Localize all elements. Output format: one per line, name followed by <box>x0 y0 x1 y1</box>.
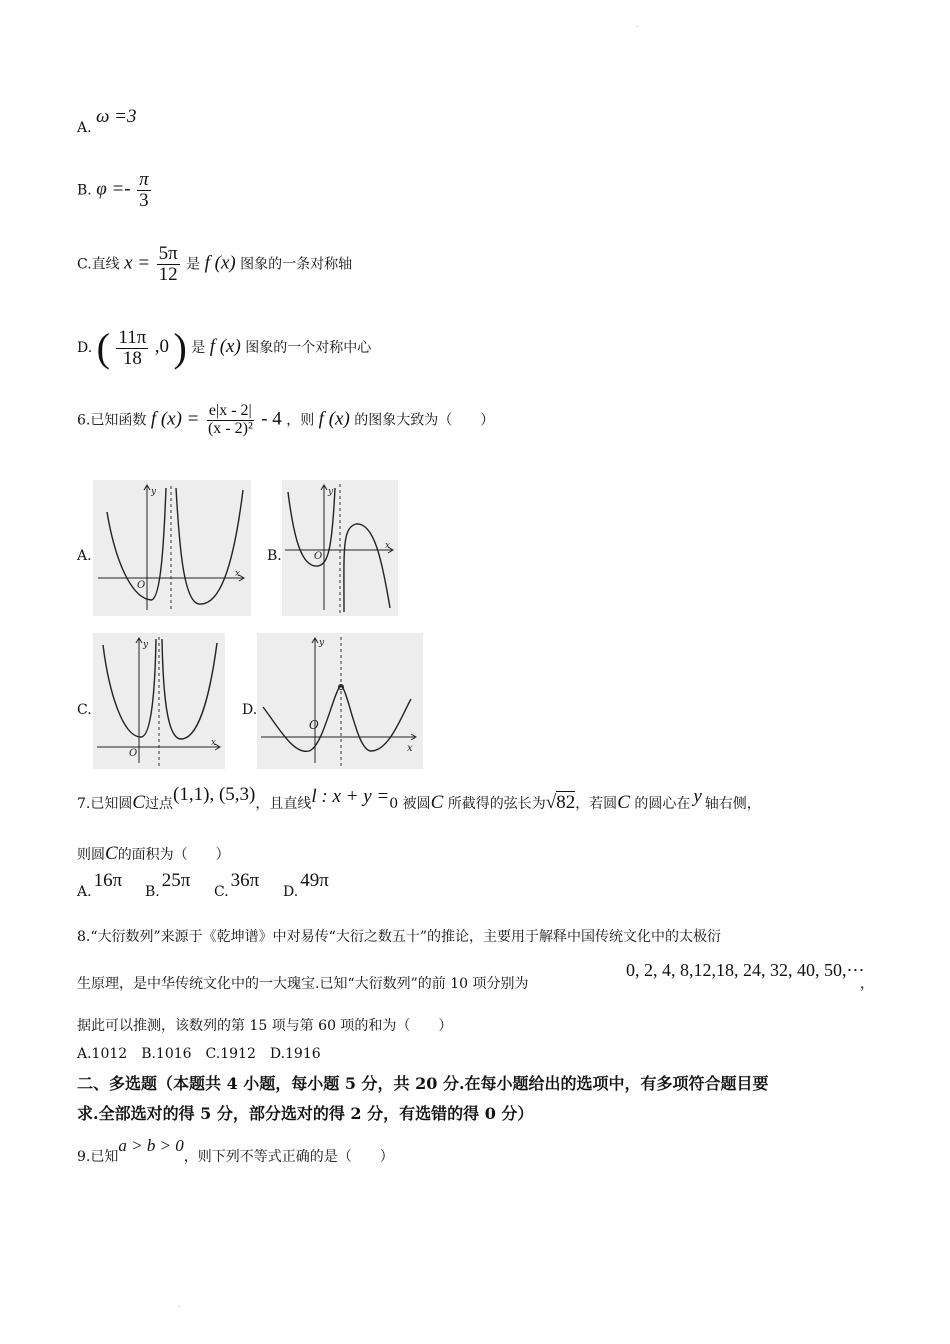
sqrt-sign: √ <box>545 792 557 813</box>
q5-option-a <box>77 106 137 139</box>
graph-d <box>257 633 423 769</box>
origin-label: O <box>314 551 323 562</box>
fraction-denominator: 12 <box>158 263 178 285</box>
fraction <box>206 403 255 438</box>
graph-b <box>282 480 398 616</box>
function-notation: f (x) = <box>150 408 200 430</box>
q5-option-d <box>77 324 371 372</box>
q7-stem-line2 <box>77 843 230 866</box>
option-math: ω =3 <box>96 106 137 127</box>
question-tail: ，则下列不等式正确的是（ ） <box>183 1149 394 1165</box>
option-math: x = <box>124 252 151 274</box>
option-label: D. <box>283 884 299 900</box>
line-equation: l : x + y = <box>311 786 390 807</box>
circle-symbol: C <box>132 792 146 813</box>
q7-option-d <box>283 870 329 900</box>
option-label: B. <box>77 182 92 199</box>
fraction-numerator: π <box>139 169 149 190</box>
option-text: 图象的一条对称轴 <box>240 256 353 273</box>
option-label: D. <box>77 340 93 356</box>
stem-text: 则圆 <box>77 847 105 863</box>
x-axis-label: x <box>407 743 413 754</box>
graph-a-label: A. <box>77 548 92 564</box>
paren-left: ( <box>96 325 110 370</box>
q8-stem-line1: 8.“大衍数列”来源于《乾坤谱》中对易传“大衍之数五十”的推论，主要用于解释中国传统文化中的太极衍 <box>77 929 721 945</box>
question-prefix: 6.已知函数 <box>77 412 147 429</box>
fraction <box>116 328 148 369</box>
q8-sequence: 0, 2, 4, 8,12,18, 24, 32, 40, 50,⋯ <box>626 960 865 980</box>
origin-label: O <box>129 748 138 759</box>
question-prefix: 9.已知 <box>77 1149 119 1165</box>
option-value: 49π <box>300 870 329 891</box>
y-axis-label: y <box>151 487 157 497</box>
fraction-numerator: 5π <box>158 243 178 264</box>
connector-text: 是 <box>186 256 201 273</box>
fraction-numerator: e|x - 2| <box>208 402 252 419</box>
function-notation-2: f (x) <box>318 408 350 430</box>
stem-text: ，若圆 <box>575 796 618 812</box>
q5-option-c <box>77 244 352 285</box>
fraction-numerator: 11π <box>118 326 147 348</box>
x-axis-label: x <box>211 738 217 748</box>
option-text: 图象的一个对称中心 <box>245 340 372 356</box>
fraction-denominator: (x - 2)² <box>207 419 253 437</box>
q6-stem <box>77 403 494 438</box>
option-label: A. <box>77 120 92 136</box>
q8-stem-line2 <box>77 976 528 993</box>
origin-label: O <box>309 718 319 732</box>
q7-option-a <box>77 870 123 900</box>
graph-a <box>93 480 251 616</box>
option-label: C. <box>214 884 229 900</box>
fraction <box>137 170 151 211</box>
option-value: 25π <box>161 870 191 891</box>
point-tail: ,0 <box>154 336 170 357</box>
section-heading-line1: 二、多选题（本题共 4 小题，每小题 5 分，共 20 分.在每小题给出的选项中，有多项符合题目要 <box>77 1074 769 1093</box>
function-notation: f (x) <box>204 252 236 274</box>
stem-text: 的圆心在 <box>634 796 691 812</box>
option-value: 36π <box>230 870 260 891</box>
stem-text: 轴右侧， <box>704 796 761 812</box>
graph-b-label: B. <box>267 548 282 564</box>
origin-label: O <box>137 580 146 591</box>
fraction-denominator: 18 <box>122 347 142 369</box>
graph-c <box>93 633 225 769</box>
question-tail: 的图象大致为（ ） <box>354 412 495 429</box>
x-axis-label: x <box>385 541 391 551</box>
option-math: φ =- <box>96 178 131 200</box>
y-symbol: y <box>693 786 702 807</box>
option-label: A. <box>77 884 92 900</box>
q9-stem <box>77 1136 394 1166</box>
paren-right: ) <box>173 325 187 370</box>
y-axis-label: y <box>143 640 149 650</box>
circle-symbol: C <box>617 792 630 813</box>
q8-options: A.1012 B.1016 C.1912 D.1916 <box>77 1046 321 1062</box>
sqrt-value: 82 <box>556 792 576 813</box>
option-value: 16π <box>93 870 123 891</box>
graph-d-label: D. <box>242 702 258 718</box>
q8-line2-tail: ， <box>860 976 874 992</box>
minus-four: - 4 <box>261 408 282 430</box>
q7-stem-line1 <box>77 784 761 815</box>
stem-text: 所截得的弦长为 <box>447 796 546 812</box>
x-axis-label: x <box>235 569 241 579</box>
circle-symbol: C <box>430 792 444 813</box>
stem-text: 被圆 <box>402 796 431 812</box>
graph-c-label: C. <box>77 702 92 718</box>
stem-text: 过点 <box>145 796 174 812</box>
q5-option-b <box>77 170 153 211</box>
points: (1,1), (5,3) <box>173 784 256 805</box>
connector-text: 是 <box>191 340 206 356</box>
q7-option-c <box>214 870 260 900</box>
section-heading-line2: 求.全部选对的得 5 分，部分选对的得 2 分，有选错的得 0 分） <box>77 1104 534 1123</box>
function-notation: f (x) <box>209 336 241 357</box>
fraction <box>157 244 180 285</box>
fraction-denominator: 3 <box>139 189 149 211</box>
line-equation-zero: 0 <box>389 796 399 812</box>
y-axis-label: y <box>319 638 325 648</box>
option-label: B. <box>145 884 160 900</box>
question-prefix: 7.已知圆 <box>77 796 133 812</box>
stem-text: 生原理，是中华传统文化中的一大瑰宝.已知“大衍数列”的前 10 项分别为 <box>77 976 529 992</box>
stem-text: 的面积为（ ） <box>117 847 230 863</box>
q7-option-b <box>145 870 191 900</box>
q8-stem-line3: 据此可以推测，该数列的第 15 项与第 60 项的和为（ ） <box>77 1018 453 1034</box>
circle-symbol: C <box>105 843 118 864</box>
inequality: a > b > 0 <box>118 1136 184 1155</box>
option-label: C.直线 <box>77 256 120 273</box>
connector-text: ，则 <box>286 412 315 429</box>
stem-text: ，且直线 <box>255 796 312 812</box>
y-axis-label: y <box>328 487 334 497</box>
